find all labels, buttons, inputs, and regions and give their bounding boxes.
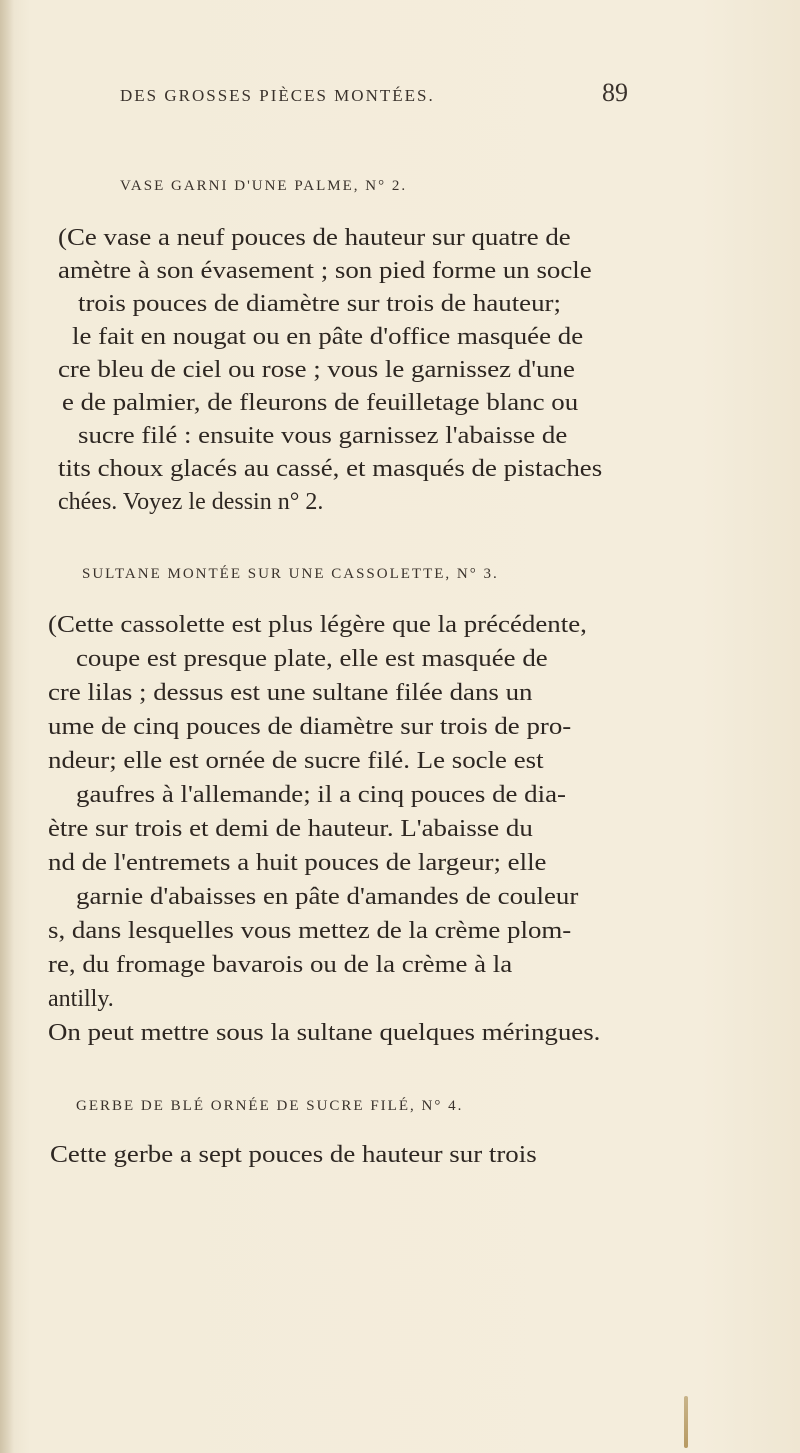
running-head: DES GROSSES PIÈCES MONTÉES. [120, 86, 435, 105]
section-heading-sultane: SULTANE MONTÉE SUR UNE CASSOLETTE, N° 3. [82, 566, 499, 582]
text-line: ume de cinq pouces de diamètre sur trois de pro- [48, 714, 572, 740]
page-gutter-shadow [0, 0, 14, 1453]
text-line: tits choux glacés au cassé, et masqués de pistaches [58, 456, 603, 482]
text-line: coupe est presque plate, elle est masquée de [76, 646, 548, 672]
text-line: amètre à son évasement ; son pied forme un socle [58, 258, 592, 284]
text-line: trois pouces de diamètre sur trois de hauteur; [78, 291, 561, 317]
section-heading-vase: VASE GARNI D'UNE PALME, N° 2. [120, 178, 408, 194]
text-line: (Cette cassolette est plus légère que la précédente, [48, 612, 587, 638]
text-line: e de palmier, de fleurons de feuilletage blanc ou [62, 390, 579, 416]
page-number: 89 [602, 78, 628, 107]
section-heading-gerbe: GERBE DE BLÉ ORNÉE DE SUCRE FILÉ, N° 4. [76, 1098, 464, 1114]
text-line: ndeur; elle est ornée de sucre filé. Le socle est [48, 748, 544, 774]
text-line: gaufres à l'allemande; il a cinq pouces de dia- [76, 782, 566, 808]
text-line: sucre filé : ensuite vous garnissez l'abaisse de [78, 423, 568, 449]
paper-speck [684, 1396, 688, 1448]
text-line: chées. Voyez le dessin n° 2. [58, 489, 324, 515]
text-line: Cette gerbe a sept pouces de hauteur sur trois [50, 1142, 537, 1168]
text-line: garnie d'abaisses en pâte d'amandes de couleur [76, 884, 579, 910]
text-line: nd de l'entremets a huit pouces de largeur; elle [48, 850, 547, 876]
text-line: ètre sur trois et demi de hauteur. L'abaisse du [48, 816, 533, 842]
text-line: cre bleu de ciel ou rose ; vous le garnissez d'une [58, 357, 575, 383]
text-line: s, dans lesquelles vous mettez de la crème plom- [48, 918, 572, 944]
text-line: antilly. [48, 986, 114, 1012]
text-line: cre lilas ; dessus est une sultane filée dans un [48, 680, 533, 706]
text-line: le fait en nougat ou en pâte d'office masquée de [72, 324, 584, 350]
text-line: On peut mettre sous la sultane quelques méringues. [48, 1020, 601, 1046]
text-line: re, du fromage bavarois ou de la crème à la [48, 952, 513, 978]
text-line: (Ce vase a neuf pouces de hauteur sur quatre de [58, 225, 571, 251]
